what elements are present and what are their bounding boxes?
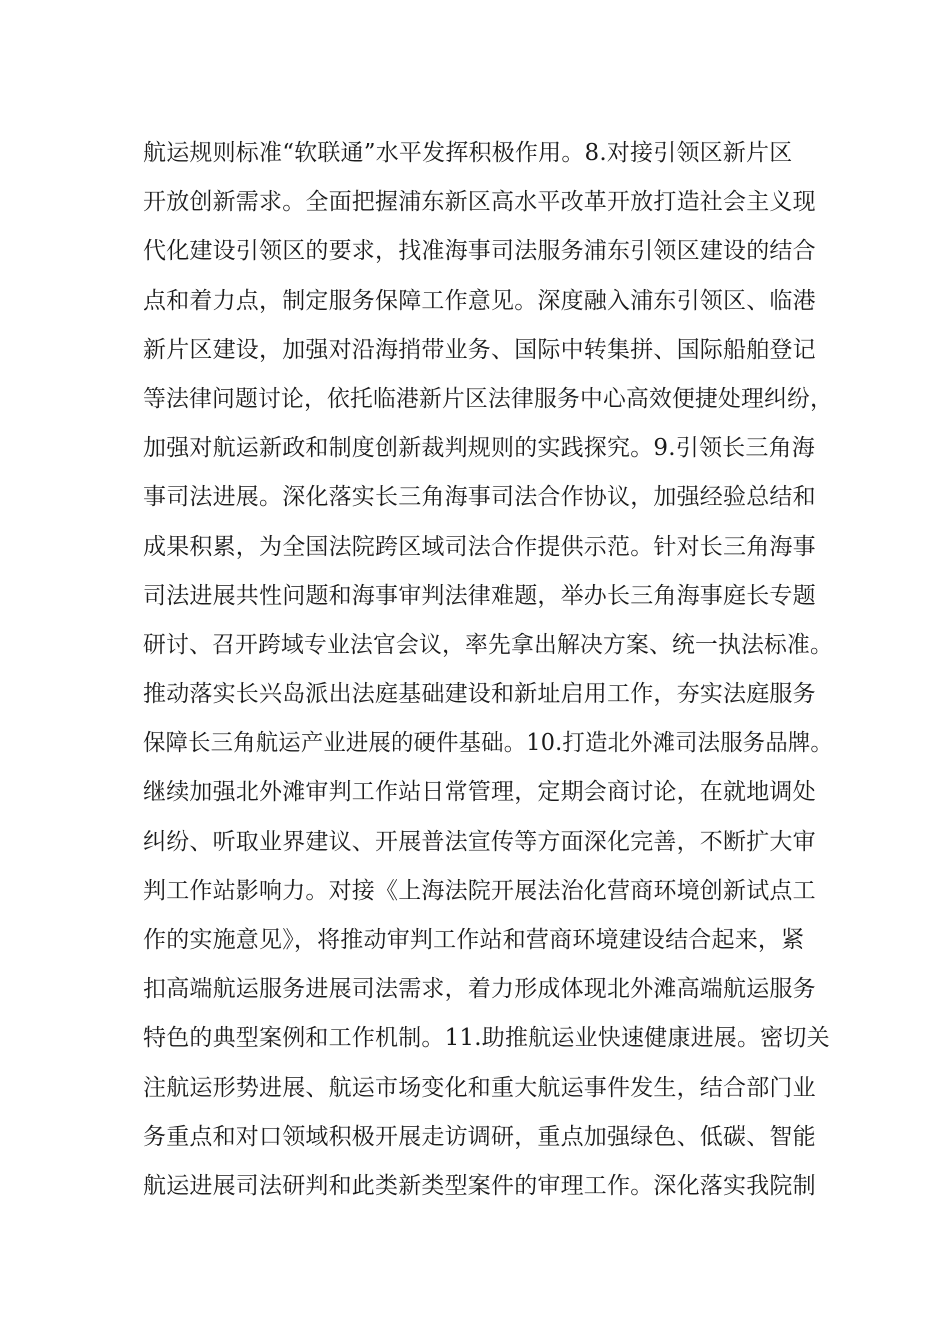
text-line-3: 代化建设引领区的要求，找准海事司法服务浦东引领区建设的结合 (143, 238, 816, 265)
text-line-6: 等法律问题讨论，依托临港新片区法律服务中心高效便捷处理纠纷， (143, 385, 834, 412)
text-line-12: 推动落实长兴岛派出法庭基础建设和新址启用工作，夯实法庭服务 (143, 681, 816, 708)
text-line-22: 航运进展司法研判和此类新类型案件的审理工作。深化落实我院制 (143, 1172, 816, 1199)
text-line-10: 司法进展共性问题和海事审判法律难题，举办长三角海事庭长专题 (143, 582, 816, 609)
text-line-15: 纠纷、听取业界建议、开展普法宣传等方面深化完善，不断扩大审 (143, 828, 816, 855)
text-line-13: 保障长三角航运产业进展的硬件基础。10.打造北外滩司法服务品牌。 (143, 730, 833, 757)
text-line-21: 务重点和对口领域积极开展走访调研，重点加强绿色、低碳、智能 (143, 1123, 816, 1150)
text-line-14: 继续加强北外滩审判工作站日常管理，定期会商讨论，在就地调处 (143, 779, 816, 806)
text-line-1: 航运规则标准“软联通”水平发挥积极作用。8.对接引领区新片区 (143, 140, 793, 166)
text-line-2: 开放创新需求。全面把握浦东新区高水平改革开放打造社会主义现 (143, 189, 816, 216)
text-line-17: 作的实施意见》，将推动审判工作站和营商环境建设结合起来，紧 (143, 927, 805, 953)
text-line-18: 扣高端航运服务进展司法需求，着力形成体现北外滩高端航运服务 (143, 976, 816, 1003)
text-line-5: 新片区建设，加强对沿海捎带业务、国际中转集拼、国际船舶登记 (143, 336, 816, 363)
text-line-19: 特色的典型案例和工作机制。11.助推航运业快速健康进展。密切关 (143, 1025, 830, 1052)
text-line-16: 判工作站影响力。对接《上海法院开展法治化营商环境创新试点工 (143, 877, 816, 904)
text-line-7: 加强对航运新政和制度创新裁判规则的实践探究。9.引领长三角海 (143, 435, 815, 462)
text-line-8: 事司法进展。深化落实长三角海事司法合作协议，加强经验总结和 (143, 484, 816, 511)
text-line-9: 成果积累，为全国法院跨区域司法合作提供示范。针对长三角海事 (143, 533, 816, 560)
text-line-4: 点和着力点，制定服务保障工作意见。深度融入浦东引领区、临港 (143, 287, 816, 314)
text-line-11: 研讨、召开跨域专业法官会议，率先拿出解决方案、统一执法标准。 (143, 631, 834, 658)
body-text (143, 129, 834, 1211)
text-line-20: 注航运形势进展、航运市场变化和重大航运事件发生，结合部门业 (143, 1074, 816, 1101)
